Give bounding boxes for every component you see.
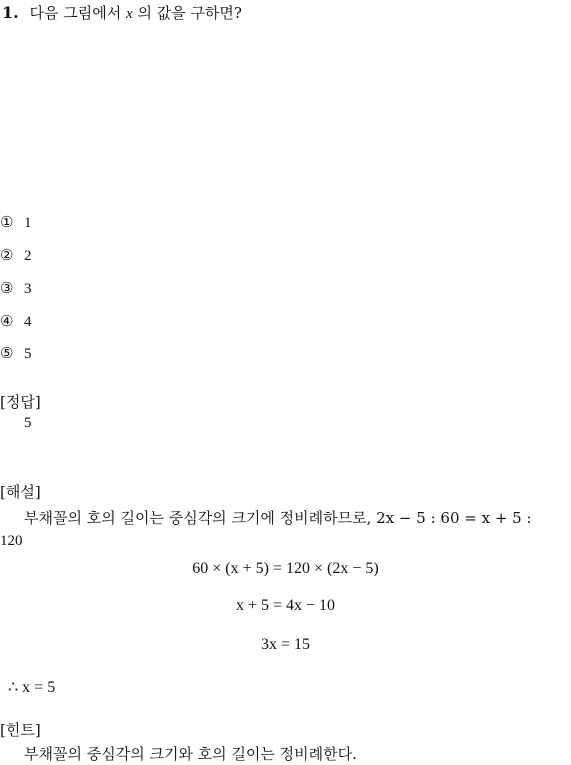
choice-marker: ② — [0, 246, 14, 264]
figure-area — [0, 32, 571, 202]
explanation-heading: [해설] — [0, 483, 41, 501]
explanation-line1: 부채꼴의 호의 길이는 중심각의 크기에 정비례하므로, 2x − 5 : 60 = x + 5 : — [24, 509, 532, 527]
choice-3[interactable] — [0, 279, 32, 298]
question-number: 1. — [2, 3, 19, 22]
question-text-before: 다음 그림에서 — [29, 4, 122, 22]
choice-value: 2 — [24, 248, 32, 264]
equation-2: x + 5 = 4x − 10 — [235, 597, 336, 614]
choice-marker: ① — [0, 213, 14, 231]
choice-marker: ④ — [0, 312, 14, 330]
choice-value: 3 — [24, 281, 32, 297]
choice-marker: ③ — [0, 279, 14, 297]
answer-value: 5 — [24, 415, 32, 431]
answer-heading: [정답] — [0, 393, 41, 411]
equation-3: 3x = 15 — [260, 636, 311, 653]
choice-marker: ⑤ — [0, 344, 14, 362]
explanation-line1-cont: 120 — [0, 533, 23, 549]
choice-value: 1 — [24, 215, 32, 231]
choice-value: 5 — [24, 346, 32, 362]
hint-heading: [힌트] — [0, 721, 41, 739]
choice-value: 4 — [24, 314, 32, 330]
choice-2[interactable] — [0, 246, 32, 265]
hint-text: 부채꼴의 중심각의 크기와 호의 길이는 정비례한다. — [24, 745, 357, 763]
choice-1[interactable] — [0, 213, 32, 232]
question-text-after: 의 값을 구하면? — [137, 4, 242, 22]
question-variable: x — [125, 6, 133, 22]
conclusion: ∴ x = 5 — [8, 679, 56, 696]
choice-4[interactable] — [0, 312, 32, 331]
question — [2, 2, 242, 23]
choice-5[interactable] — [0, 344, 32, 363]
equation-1: 60 × (x + 5) = 120 × (2x − 5) — [192, 560, 379, 577]
